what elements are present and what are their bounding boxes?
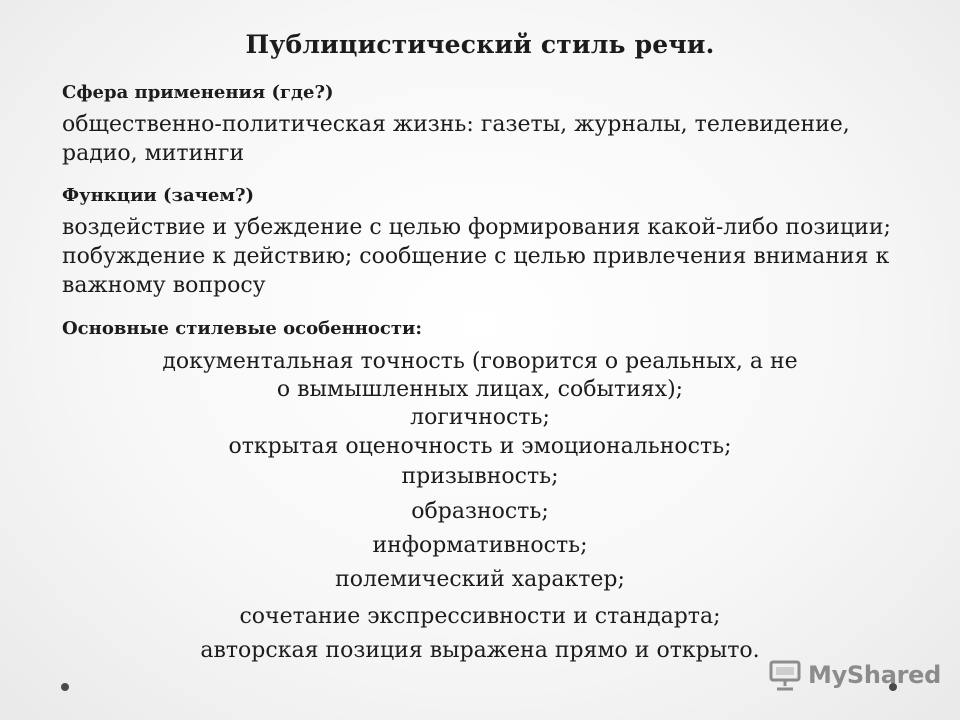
functions-text: воздействие и убеждение с целью формирования какой-либо позиции; побуждение к действию; сообщение с целью привлечения внимания к важному вопросу [62, 215, 891, 298]
feature-item: логичность; [410, 405, 550, 430]
feature-item: сочетание экспрессивности и стандарта; [239, 604, 721, 629]
feature-item: документальная точность (говорится о реальных, а не [162, 349, 798, 374]
watermark [768, 657, 941, 693]
watermark-text: MyShared [808, 661, 941, 689]
feature-item: образность; [411, 499, 549, 524]
sphere-heading: Сфера применения (где?) [62, 82, 334, 103]
feature-item: призывность; [401, 464, 559, 489]
feature-item: информативность; [372, 533, 588, 558]
sphere-text: общественно-политическая жизнь: газеты, журналы, телевидение, радио, митинги [62, 112, 850, 166]
decorative-dot-left [61, 683, 69, 691]
slide-title: Публицистический стиль речи. [245, 30, 715, 59]
feature-item: открытая оценочность и эмоциональность; [228, 434, 732, 459]
features-heading: Основные стилевые особенности: [62, 318, 423, 339]
feature-item: полемический характер; [335, 567, 625, 592]
presentation-board-icon [768, 658, 802, 692]
functions-heading: Функции (зачем?) [62, 185, 255, 206]
feature-item: о вымышленных лицах, событиях); [276, 377, 684, 402]
feature-item: авторская позиция выражена прямо и открыто. [200, 638, 760, 663]
